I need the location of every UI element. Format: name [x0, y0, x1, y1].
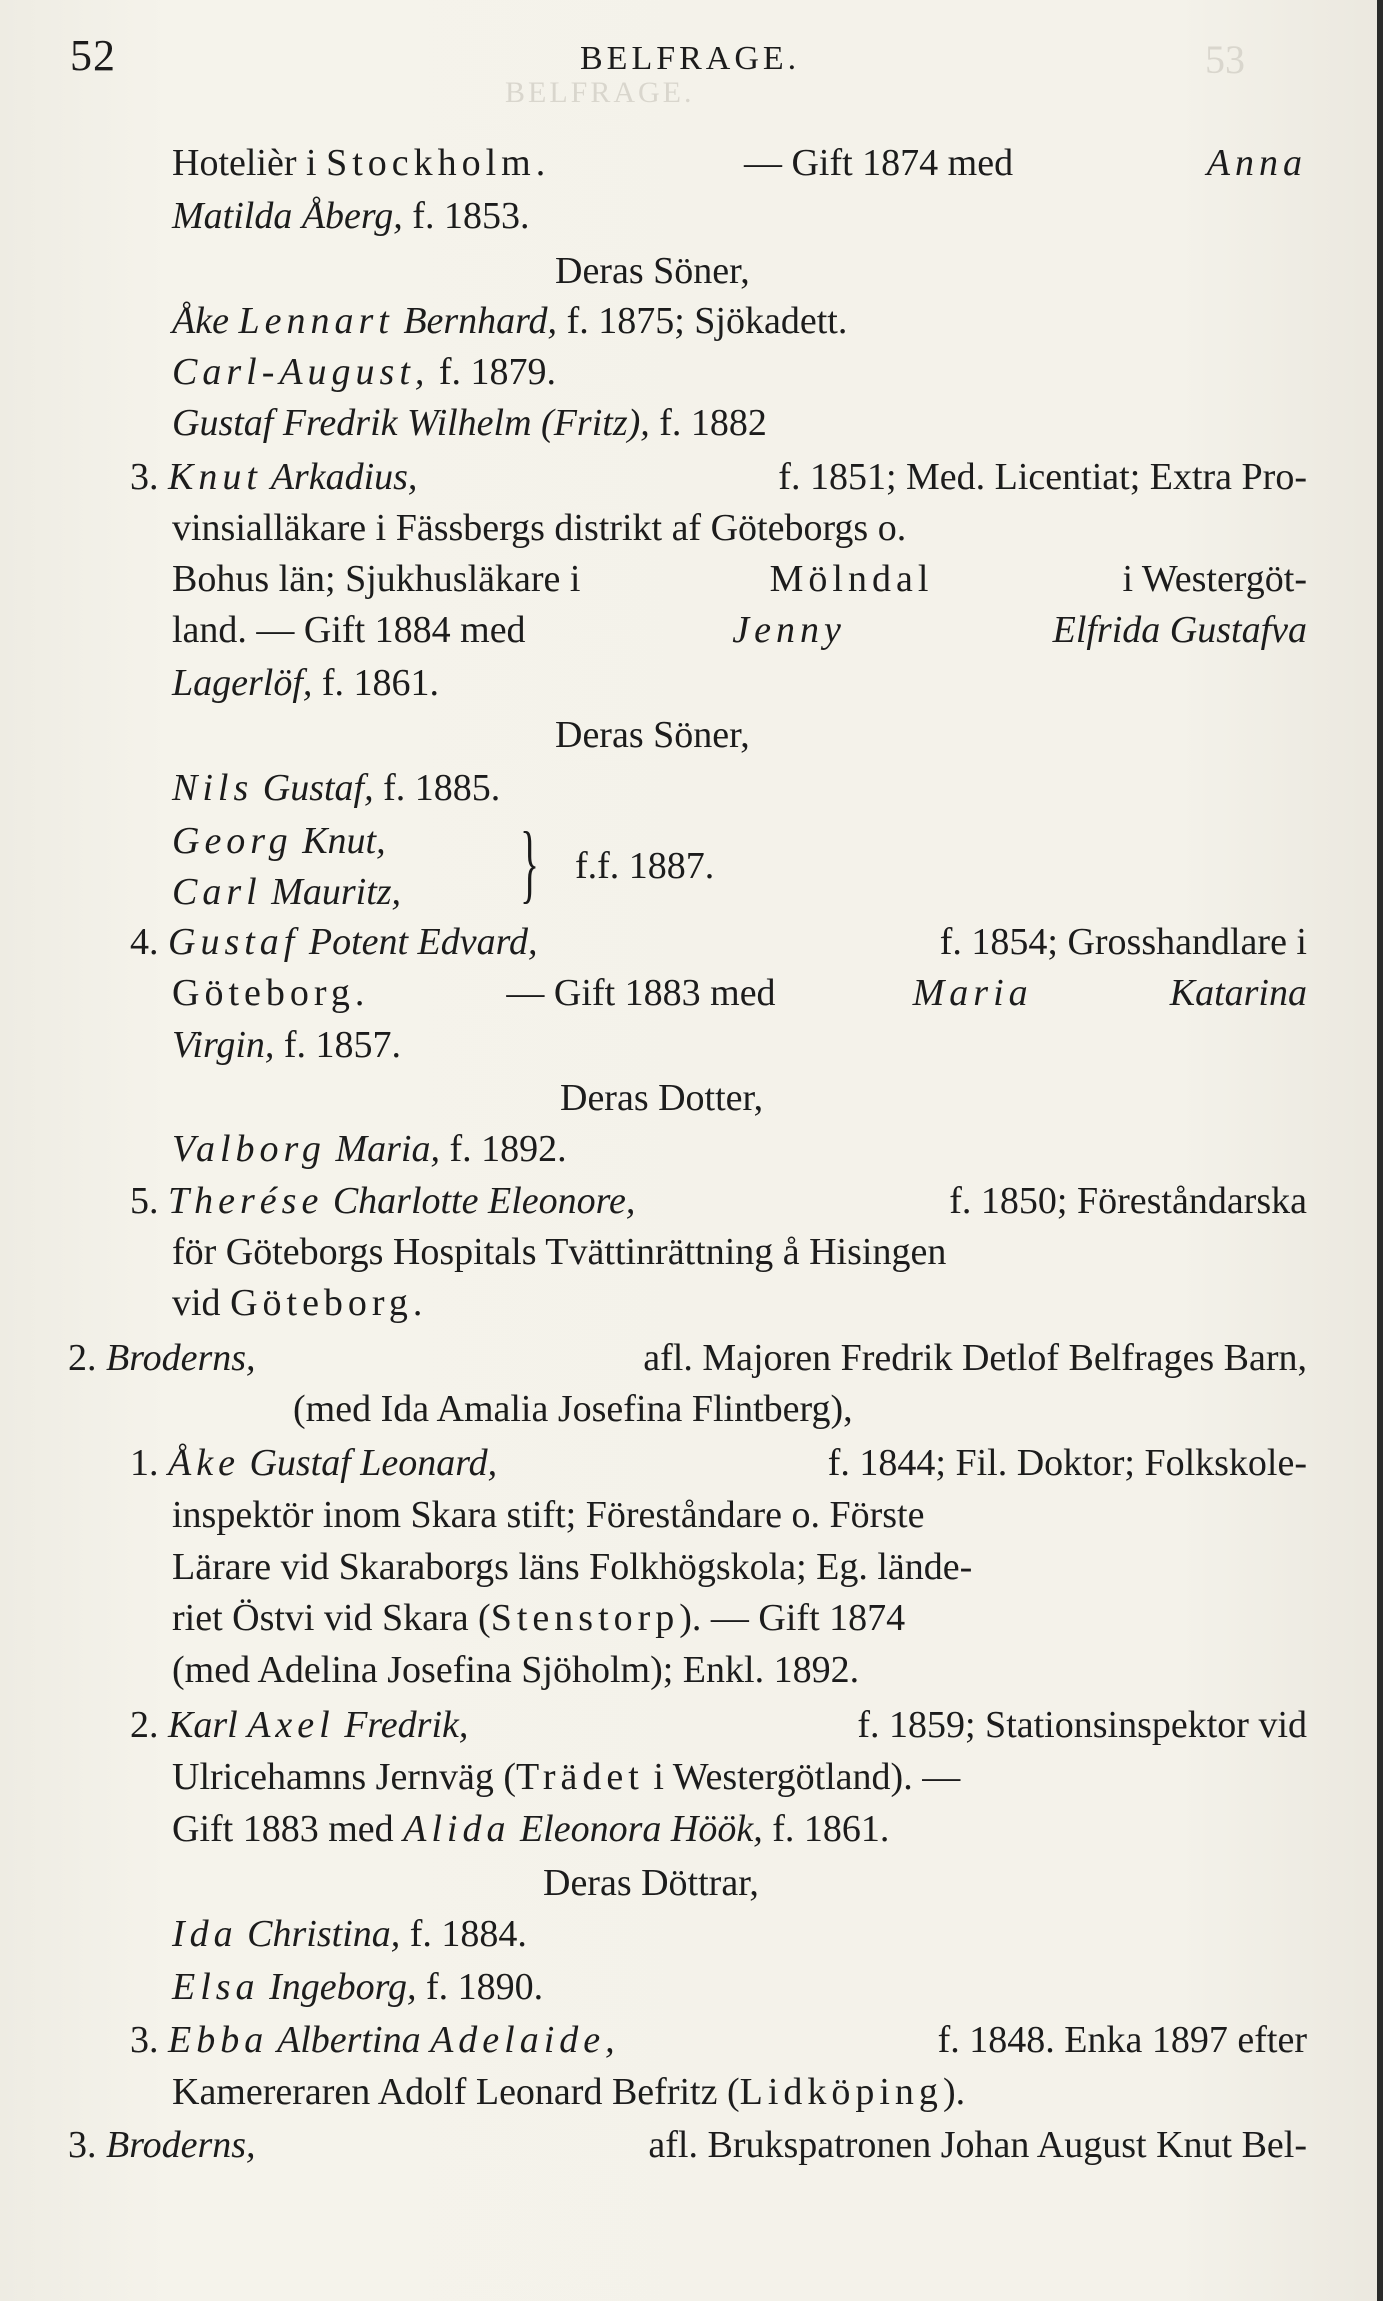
text-line: Deras Söner, [555, 250, 750, 292]
text-line: Åke Lennart Bernhard, f. 1875; Sjökadett. [172, 300, 848, 342]
bleed-running-title: BELFRAGE. [505, 76, 695, 109]
text-line: Deras Dotter, [560, 1077, 764, 1119]
curly-brace: } [520, 815, 540, 912]
text-line: riet Östvi vid Skara (Stenstorp). — Gift 1874 [172, 1597, 906, 1639]
text-line: 3. Knut Arkadius, f. 1851; Med. Licentiat; Extra Pro- [130, 456, 1307, 498]
bleed-page-number: 53 [1205, 37, 1245, 82]
text-line: (med Adelina Josefina Sjöholm); Enkl. 1892. [172, 1649, 860, 1691]
text-line: f.f. 1887. [575, 845, 715, 887]
text-line: inspektör inom Skara stift; Föreståndare o. Förste [172, 1494, 925, 1536]
page-edge-shadow [1377, 0, 1383, 2301]
text-line: Carl Mauritz, [172, 871, 402, 913]
text-line: Göteborg. — Gift 1883 med Maria Katarina [172, 972, 1307, 1014]
text-line: Georg Knut, [172, 820, 386, 862]
text-line: Virgin, f. 1857. [172, 1024, 402, 1066]
text-line: Lagerlöf, f. 1861. [172, 662, 440, 704]
page-header [0, 26, 1383, 86]
text-line: vid Göteborg. [172, 1282, 428, 1324]
text-line: Deras Söner, [555, 714, 750, 756]
text-line: Matilda Åberg, f. 1853. [172, 195, 530, 237]
text-line: Nils Gustaf, f. 1885. [172, 767, 501, 809]
text-line: Ida Christina, f. 1884. [172, 1913, 527, 1955]
text-line: 3. Ebba Albertina Adelaide, f. 1848. Enka 1897 efter [130, 2019, 1307, 2061]
text-line: Valborg Maria, f. 1892. [172, 1128, 567, 1170]
text-line: 2. Karl Axel Fredrik, f. 1859; Stationsinspektor vid [130, 1704, 1307, 1746]
text-line: 4. Gustaf Potent Edvard, f. 1854; Grosshandlare i [130, 921, 1307, 963]
text-line: 2. Broderns, afl. Majoren Fredrik Detlof Belfrages Barn, [68, 1337, 1307, 1379]
text-line: Gift 1883 med Alida Eleonora Höök, f. 1861. [172, 1808, 890, 1850]
text-line: 5. Therése Charlotte Eleonore, f. 1850; Föreståndarska [130, 1180, 1307, 1222]
text-line: Hotelièr i Stockholm. — Gift 1874 med Anna [172, 142, 1307, 184]
text-line: Elsa Ingeborg, f. 1890. [172, 1966, 544, 2008]
text-line: vinsialläkare i Fässbergs distrikt af Göteborgs o. [172, 507, 907, 549]
text-line: för Göteborgs Hospitals Tvättinrättning å Hisingen [172, 1231, 947, 1273]
text-line: Ulricehamns Jernväg (Trädet i Westergötland). — [172, 1756, 961, 1798]
text-line: Kamereraren Adolf Leonard Befritz (Lidköping). [172, 2071, 966, 2113]
text-line: Deras Döttrar, [543, 1862, 759, 1904]
text-line: Carl-August, f. 1879. [172, 351, 557, 393]
text-line: 1. Åke Gustaf Leonard, f. 1844; Fil. Doktor; Folkskole- [130, 1442, 1307, 1484]
text-line: 3. Broderns, afl. Brukspatronen Johan August Knut Bel- [68, 2124, 1307, 2166]
page-number: 52 [70, 31, 116, 80]
text-line: Lärare vid Skaraborgs läns Folkhögskola; Eg. lände- [172, 1546, 973, 1588]
text-line: Bohus län; Sjukhusläkare i Mölndal i Westergöt- [172, 558, 1307, 600]
running-title: BELFRAGE. [580, 40, 801, 77]
text-line: (med Ida Amalia Josefina Flintberg), [293, 1388, 853, 1430]
text-line: land. — Gift 1884 med Jenny Elfrida Gustafva [172, 609, 1307, 651]
text-line: Gustaf Fredrik Wilhelm (Fritz), f. 1882 [172, 402, 767, 444]
